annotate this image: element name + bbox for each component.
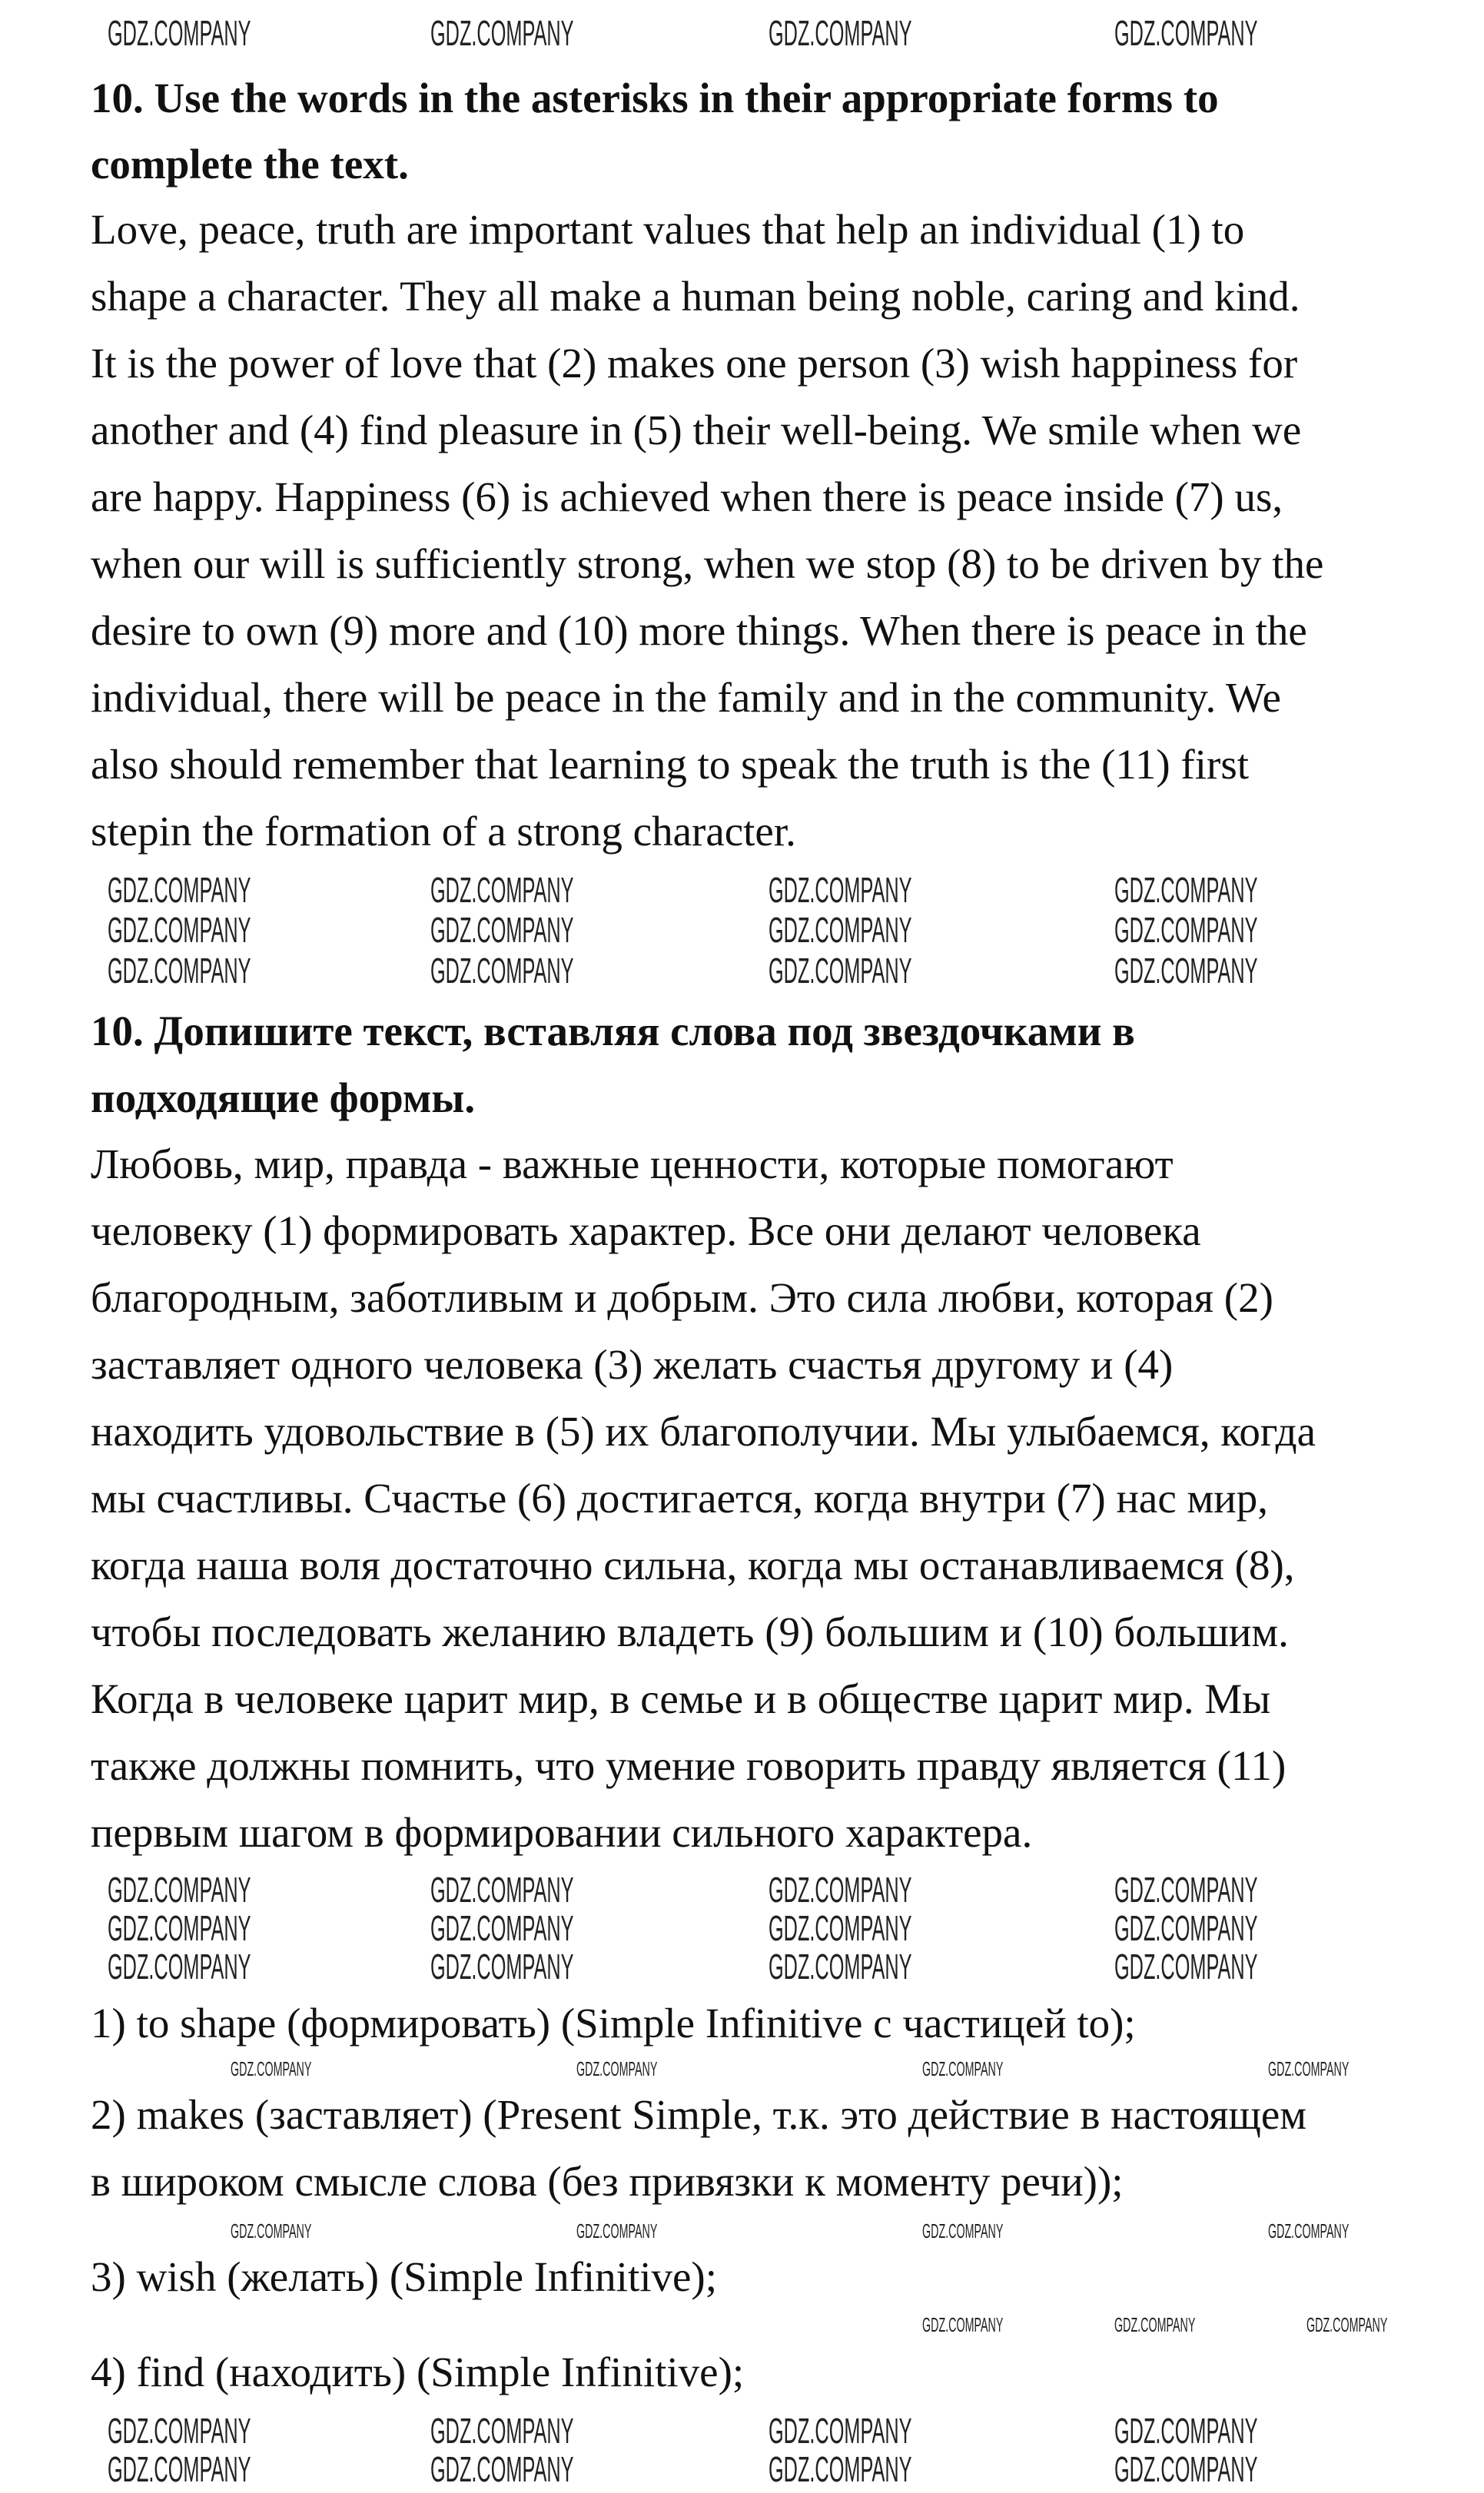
watermark: GDZ.COMPANY — [1114, 2411, 1258, 2451]
text-line: благородным, заботливым и добрым. Это сила любви, которая (2) — [91, 1274, 1273, 1321]
exercise-heading: 10. Use the words in the asterisks in their appropriate forms to — [91, 75, 1219, 121]
text-line: individual, there will be peace in the family and in the community. We — [91, 674, 1281, 721]
watermark: GDZ.COMPANY — [769, 1908, 912, 1948]
watermark: GDZ.COMPANY — [231, 2057, 312, 2080]
watermark: GDZ.COMPANY — [108, 951, 251, 991]
watermark: GDZ.COMPANY — [576, 2057, 658, 2080]
watermark: GDZ.COMPANY — [108, 1908, 251, 1948]
watermark: GDZ.COMPANY — [769, 13, 912, 53]
watermark: GDZ.COMPANY — [430, 1908, 574, 1948]
watermark: GDZ.COMPANY — [1114, 1908, 1258, 1948]
text-line: desire to own (9) more and (10) more things. When there is peace in the — [91, 607, 1307, 654]
watermark: GDZ.COMPANY — [108, 13, 251, 53]
text-line: when our will is sufficiently strong, when we stop (8) to be driven by the — [91, 540, 1324, 587]
text-line: shape a character. They all make a human being noble, caring and kind. — [91, 273, 1300, 320]
text-line: also should remember that learning to speak the truth is the (11) first — [91, 741, 1250, 788]
watermark: GDZ.COMPANY — [922, 2219, 1004, 2242]
watermark: GDZ.COMPANY — [769, 1947, 912, 1987]
watermark: GDZ.COMPANY — [108, 2449, 251, 2489]
watermark: GDZ.COMPANY — [769, 2411, 912, 2451]
watermark: GDZ.COMPANY — [1114, 870, 1258, 910]
watermark: GDZ.COMPANY — [1268, 2057, 1350, 2080]
watermark: GDZ.COMPANY — [1114, 13, 1258, 53]
watermark: GDZ.COMPANY — [108, 870, 251, 910]
watermark: GDZ.COMPANY — [769, 910, 912, 950]
answer-item: в широком смысле слова (без привязки к моменту речи)); — [91, 2158, 1124, 2205]
watermark: GDZ.COMPANY — [1114, 910, 1258, 950]
watermark: GDZ.COMPANY — [430, 870, 574, 910]
watermark: GDZ.COMPANY — [1268, 2219, 1350, 2242]
watermark: GDZ.COMPANY — [769, 951, 912, 991]
exercise-heading: 10. Допишите текст, вставляя слова под звездочками в — [91, 1007, 1135, 1054]
text-line: another and (4) find pleasure in (5) their well-being. We smile when we — [91, 407, 1302, 453]
watermark: GDZ.COMPANY — [430, 2411, 574, 2451]
exercise-heading: complete the text. — [91, 141, 409, 188]
watermark: GDZ.COMPANY — [769, 1870, 912, 1910]
text-line: когда наша воля достаточно сильна, когда мы останавливаемся (8), — [91, 1542, 1295, 1588]
answer-item: 4) find (находить) (Simple Infinitive); — [91, 2349, 745, 2395]
watermark: GDZ.COMPANY — [231, 2219, 312, 2242]
watermark: GDZ.COMPANY — [1306, 2313, 1388, 2336]
watermark: GDZ.COMPANY — [1114, 2449, 1258, 2489]
watermark: GDZ.COMPANY — [108, 1947, 251, 1987]
answer-item: 2) makes (заставляет) (Present Simple, т.к. это действие в настоящем — [91, 2091, 1307, 2138]
watermark: GDZ.COMPANY — [1114, 2313, 1196, 2336]
answer-item: 3) wish (желать) (Simple Infinitive); — [91, 2253, 718, 2300]
text-line: мы счастливы. Счастье (6) достигается, когда внутри (7) нас мир, — [91, 1475, 1268, 1522]
text-line: Love, peace, truth are important values that help an individual (1) to — [91, 206, 1245, 253]
text-line: It is the power of love that (2) makes one person (3) wish happiness for — [91, 340, 1298, 387]
watermark: GDZ.COMPANY — [108, 1870, 251, 1910]
watermark: GDZ.COMPANY — [430, 2449, 574, 2489]
watermark: GDZ.COMPANY — [1114, 1947, 1258, 1987]
watermark: GDZ.COMPANY — [1114, 951, 1258, 991]
watermark: GDZ.COMPANY — [430, 951, 574, 991]
text-line: человеку (1) формировать характер. Все они делают человека — [91, 1207, 1201, 1254]
text-line: stepin the formation of a strong character. — [91, 808, 796, 855]
text-line: are happy. Happiness (6) is achieved when there is peace inside (7) us, — [91, 473, 1283, 520]
watermark: GDZ.COMPANY — [922, 2057, 1004, 2080]
text-line: первым шагом в формировании сильного характера. — [91, 1809, 1033, 1856]
answer-item: 1) to shape (формировать) (Simple Infinitive с частицей to); — [91, 2000, 1136, 2047]
watermark: GDZ.COMPANY — [922, 2313, 1004, 2336]
watermark: GDZ.COMPANY — [769, 2449, 912, 2489]
text-line: находить удовольствие в (5) их благополучии. Мы улыбаемся, когда — [91, 1408, 1316, 1455]
text-line: заставляет одного человека (3) желать счастья другому и (4) — [91, 1341, 1174, 1388]
watermark: GDZ.COMPANY — [430, 1947, 574, 1987]
watermark: GDZ.COMPANY — [576, 2219, 658, 2242]
text-line: Любовь, мир, правда - важные ценности, которые помогают — [91, 1140, 1174, 1187]
watermark: GDZ.COMPANY — [108, 2411, 251, 2451]
watermark: GDZ.COMPANY — [430, 1870, 574, 1910]
text-line: Когда в человеке царит мир, в семье и в обществе царит мир. Мы — [91, 1675, 1271, 1722]
watermark: GDZ.COMPANY — [108, 910, 251, 950]
watermark: GDZ.COMPANY — [769, 870, 912, 910]
watermark: GDZ.COMPANY — [430, 13, 574, 53]
watermark: GDZ.COMPANY — [430, 910, 574, 950]
exercise-heading: подходящие формы. — [91, 1074, 476, 1121]
text-line: чтобы последовать желанию владеть (9) большим и (10) большим. — [91, 1608, 1289, 1655]
text-line: также должны помнить, что умение говорить правду является (11) — [91, 1742, 1286, 1789]
watermark: GDZ.COMPANY — [1114, 1870, 1258, 1910]
